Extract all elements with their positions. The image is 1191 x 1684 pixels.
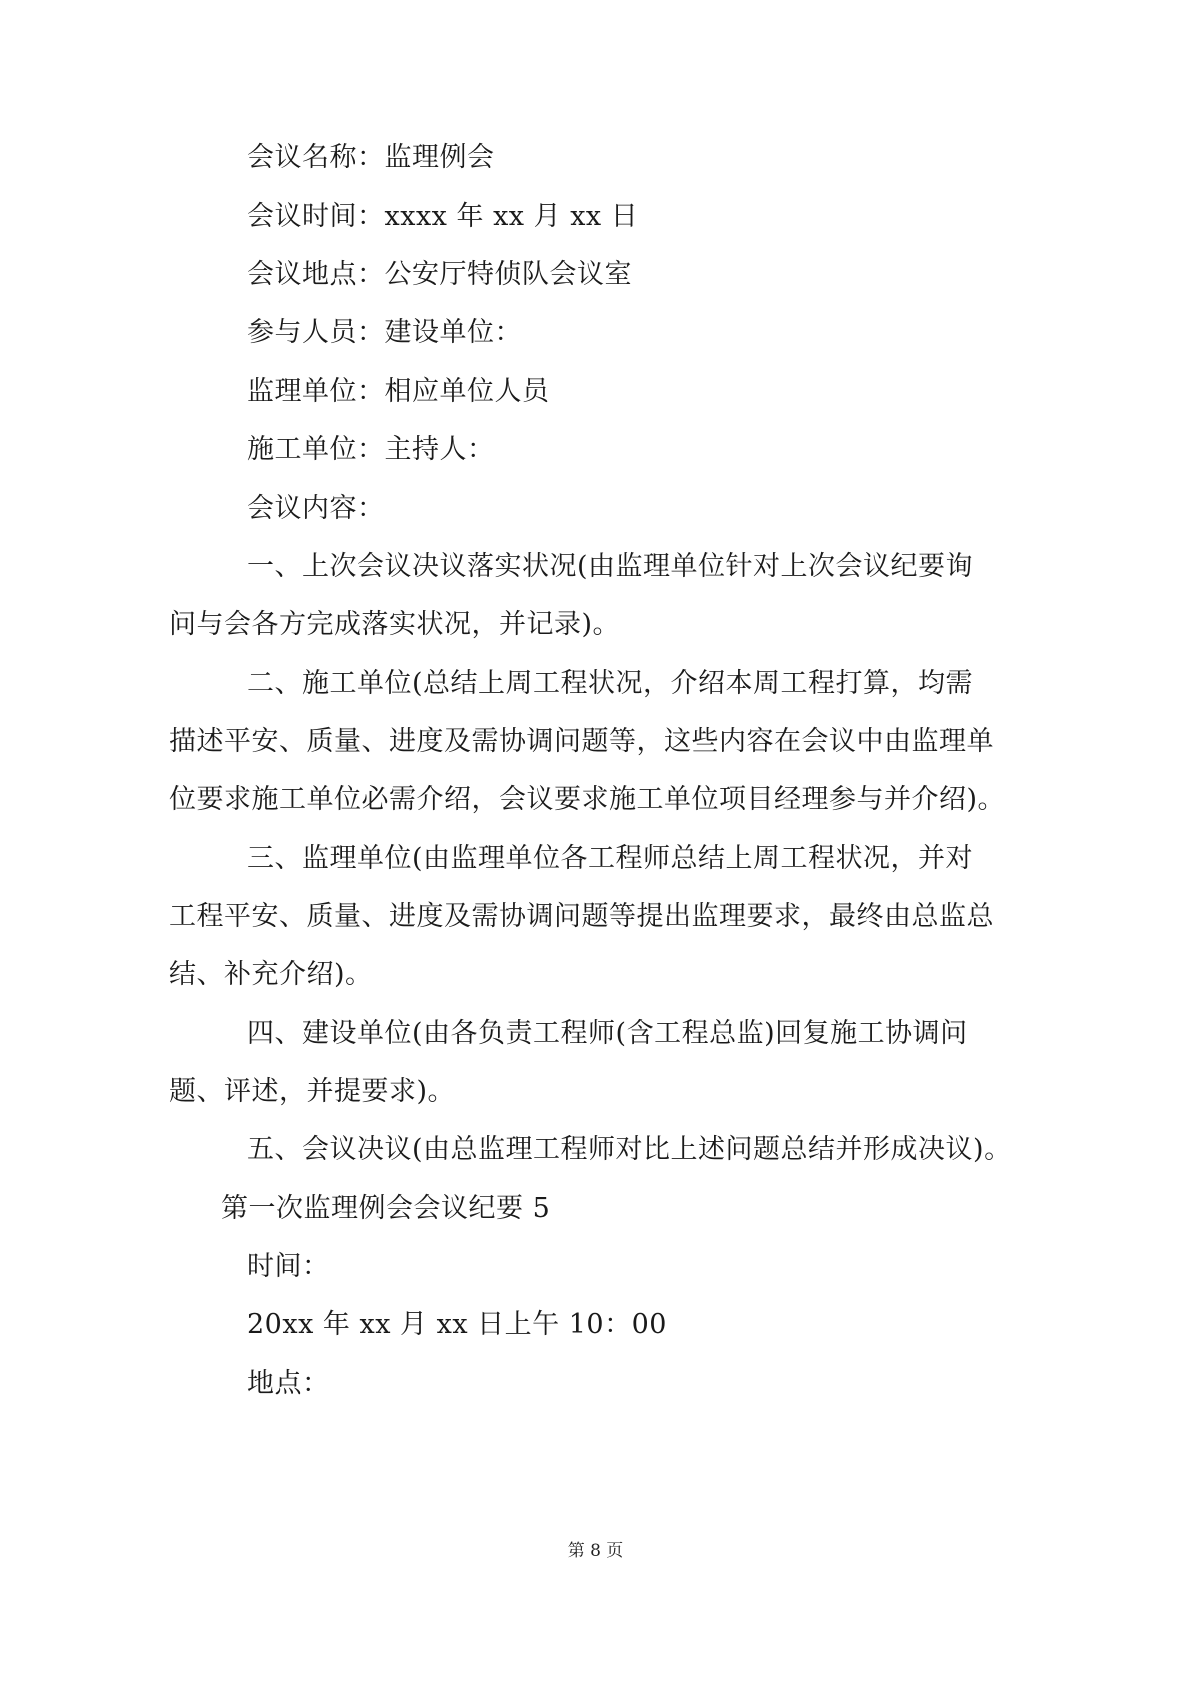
item1-line2: 问与会各方完成落实状况，并记录)。: [169, 609, 621, 640]
page-number: 第 8 页: [567, 1541, 624, 1561]
meeting-name: 会议名称：监理例会: [247, 142, 495, 173]
location-label: 地点：: [247, 1368, 330, 1399]
item1-line1: 一、上次会议决议落实状况(由监理单位针对上次会议纪要询: [247, 551, 974, 582]
time-label: 时间：: [247, 1251, 330, 1282]
item4-line2: 题、评述，并提要求)。: [169, 1076, 456, 1107]
item3-line2: 工程平安、质量、进度及需协调问题等提出监理要求，最终由总监总: [169, 901, 994, 932]
item5: 五、会议决议(由总监理工程师对比上述问题总结并形成决议)。: [247, 1134, 1012, 1165]
item2-line3: 位要求施工单位必需介绍，会议要求施工单位项目经理参与并介绍)。: [169, 784, 1006, 815]
item3-line1: 三、监理单位(由监理单位各工程师总结上周工程状况，并对: [247, 843, 974, 874]
content-heading: 会议内容：: [247, 493, 385, 524]
meeting-time: 会议时间：xxxx 年 xx 月 xx 日: [247, 201, 639, 232]
participants: 参与人员：建设单位：: [247, 317, 522, 348]
time-value: 20xx 年 xx 月 xx 日上午 10：00: [247, 1309, 667, 1340]
next-minutes-title: 第一次监理例会会议纪要 5: [221, 1193, 551, 1224]
supervision-unit: 监理单位：相应单位人员: [247, 376, 550, 407]
meeting-location: 会议地点：公安厅特侦队会议室: [247, 259, 632, 290]
item4-line1: 四、建设单位(由各负责工程师(含工程总监)回复施工协调问: [247, 1018, 968, 1049]
item2-line2: 描述平安、质量、进度及需协调问题等，这些内容在会议中由监理单: [169, 726, 994, 757]
construction-unit: 施工单位：主持人：: [247, 434, 495, 465]
item3-line3: 结、补充介绍)。: [169, 959, 373, 990]
item2-line1: 二、施工单位(总结上周工程状况，介绍本周工程打算，均需: [247, 668, 974, 699]
